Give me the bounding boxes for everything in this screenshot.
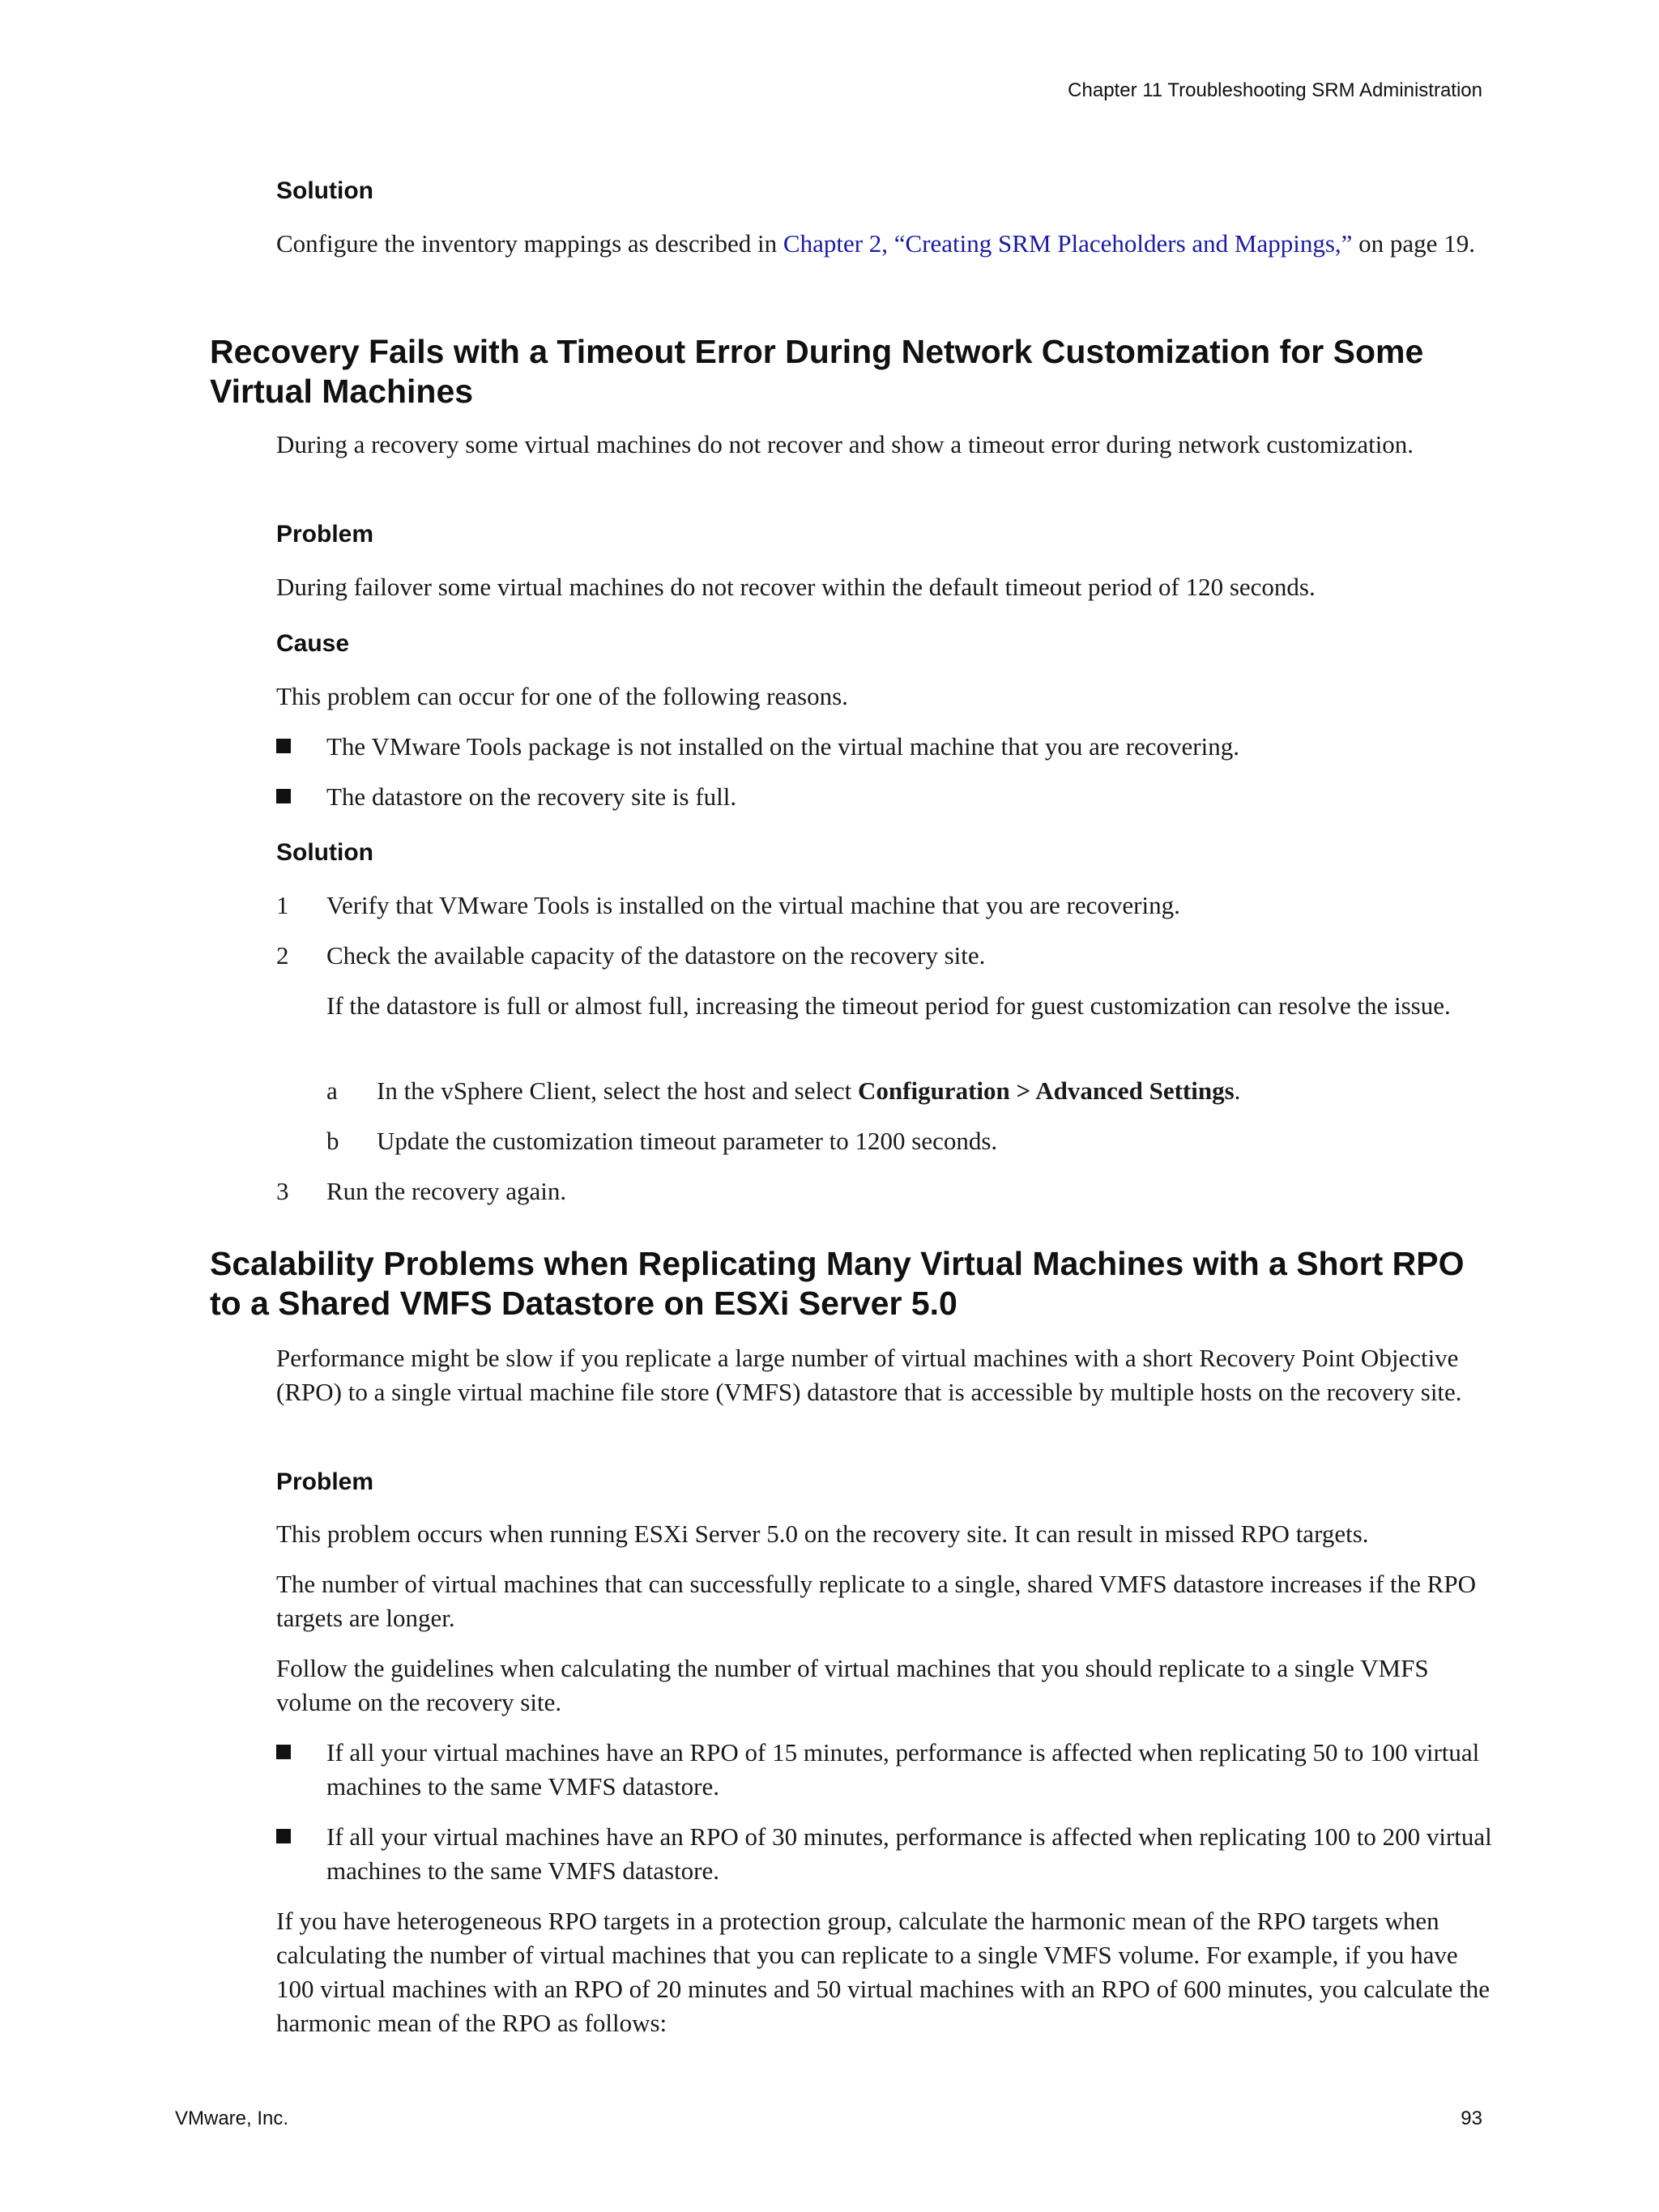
substep-letter: a (326, 1076, 338, 1105)
section-title-timeout-error: Recovery Fails with a Timeout Error During Network Customization for Some Virtual Machines (210, 333, 1424, 410)
rpo-bullet-1: If all your virtual machines have an RPO of 15 minutes, performance is affected when replicating 50 to 100 virtual machines to the same VMFS datastore. (326, 1738, 1480, 1801)
section2-para-1: This problem occurs when running ESXi Server 5.0 on the recovery site. It can result in missed RPO targets. (276, 1519, 1369, 1548)
paragraph-text: Configure the inventory mappings as described in (276, 229, 783, 258)
section1-intro: During a recovery some virtual machines do not recover and show a timeout error during network customization. (276, 430, 1414, 458)
step-2-note: If the datastore is full or almost full, increasing the timeout period for guest customization can resolve the issue. (326, 991, 1451, 1020)
substep-b-text: Update the customization timeout parameter to 1200 seconds. (377, 1127, 998, 1155)
section2-para-4: If you have heterogeneous RPO targets in a protection group, calculate the harmonic mean of the RPO targets when calculating the number of virtual machines that you can replicate to a single VMFS volume. For example, if you have 100 virtual machines with an RPO of 20 minutes and 50 virtual machines with an RPO of 600 minutes, you calculate the harmonic mean of the RPO as follows: (276, 1907, 1491, 2037)
menu-path: Configuration > Advanced Settings (858, 1076, 1235, 1105)
step-number: 2 (276, 941, 289, 970)
cause-bullet-2: The datastore on the recovery site is full. (326, 782, 737, 811)
bullet-square-icon (276, 1829, 291, 1843)
section-title-scalability: Scalability Problems when Replicating Many Virtual Machines with a Short RPO to a Shared VMFS Datastore on ESXi Server 5.0 (210, 1245, 1465, 1322)
solution-heading-1: Solution (276, 839, 373, 866)
substep-letter: b (326, 1127, 339, 1155)
step-2-text: Check the available capacity of the datastore on the recovery site. (326, 941, 986, 970)
footer-company: VMware, Inc. (175, 2108, 289, 2129)
section1-cause-text: This problem can occur for one of the following reasons. (276, 682, 848, 710)
problem-heading-1: Problem (276, 521, 374, 548)
section2-intro: Performance might be slow if you replicate a large number of virtual machines with a short Recovery Point Objective (RPO) to a single virtual machine file store (VMFS) datastore that is accessible by multiple hosts on the recovery site. (276, 1344, 1462, 1406)
chapter-2-link[interactable]: Chapter 2, “Creating SRM Placeholders and Mappings,” (783, 229, 1353, 258)
step-3-text: Run the recovery again. (326, 1177, 567, 1205)
step-number: 3 (276, 1177, 289, 1205)
section1-problem-text: During failover some virtual machines do not recover within the default timeout period of 120 seconds. (276, 573, 1316, 601)
bullet-square-icon (276, 789, 291, 803)
rpo-bullet-2: If all your virtual machines have an RPO of 30 minutes, performance is affected when replicating 100 to 200 virtual machines to the same VMFS datastore. (326, 1822, 1492, 1885)
solution-heading-top: Solution (276, 177, 373, 204)
substep-a-text (377, 1074, 1495, 1108)
section2-para-2: The number of virtual machines that can successfully replicate to a single, shared VMFS datastore increases if the RPO targets are longer. (276, 1570, 1476, 1632)
cause-heading: Cause (276, 630, 350, 657)
cause-bullet-1: The VMware Tools package is not installed on the virtual machine that you are recovering. (326, 732, 1239, 761)
paragraph-text: on page 19. (1352, 229, 1475, 258)
problem-heading-2: Problem (276, 1468, 374, 1495)
substep-a-suffix: . (1234, 1076, 1241, 1105)
section2-para-3: Follow the guidelines when calculating the number of virtual machines that you should replicate to a single VMFS volume on the recovery site. (276, 1654, 1429, 1716)
step-1-text: Verify that VMware Tools is installed on the virtual machine that you are recovering. (326, 891, 1180, 919)
running-head: Chapter 11 Troubleshooting SRM Administration (1068, 79, 1482, 101)
bullet-square-icon (276, 1745, 291, 1759)
step-number: 1 (276, 891, 289, 919)
bullet-square-icon (276, 739, 291, 753)
inventory-mappings-paragraph (276, 227, 1491, 261)
substep-a-prefix: In the vSphere Client, select the host and select (377, 1076, 858, 1105)
page-number: 93 (1461, 2108, 1482, 2129)
